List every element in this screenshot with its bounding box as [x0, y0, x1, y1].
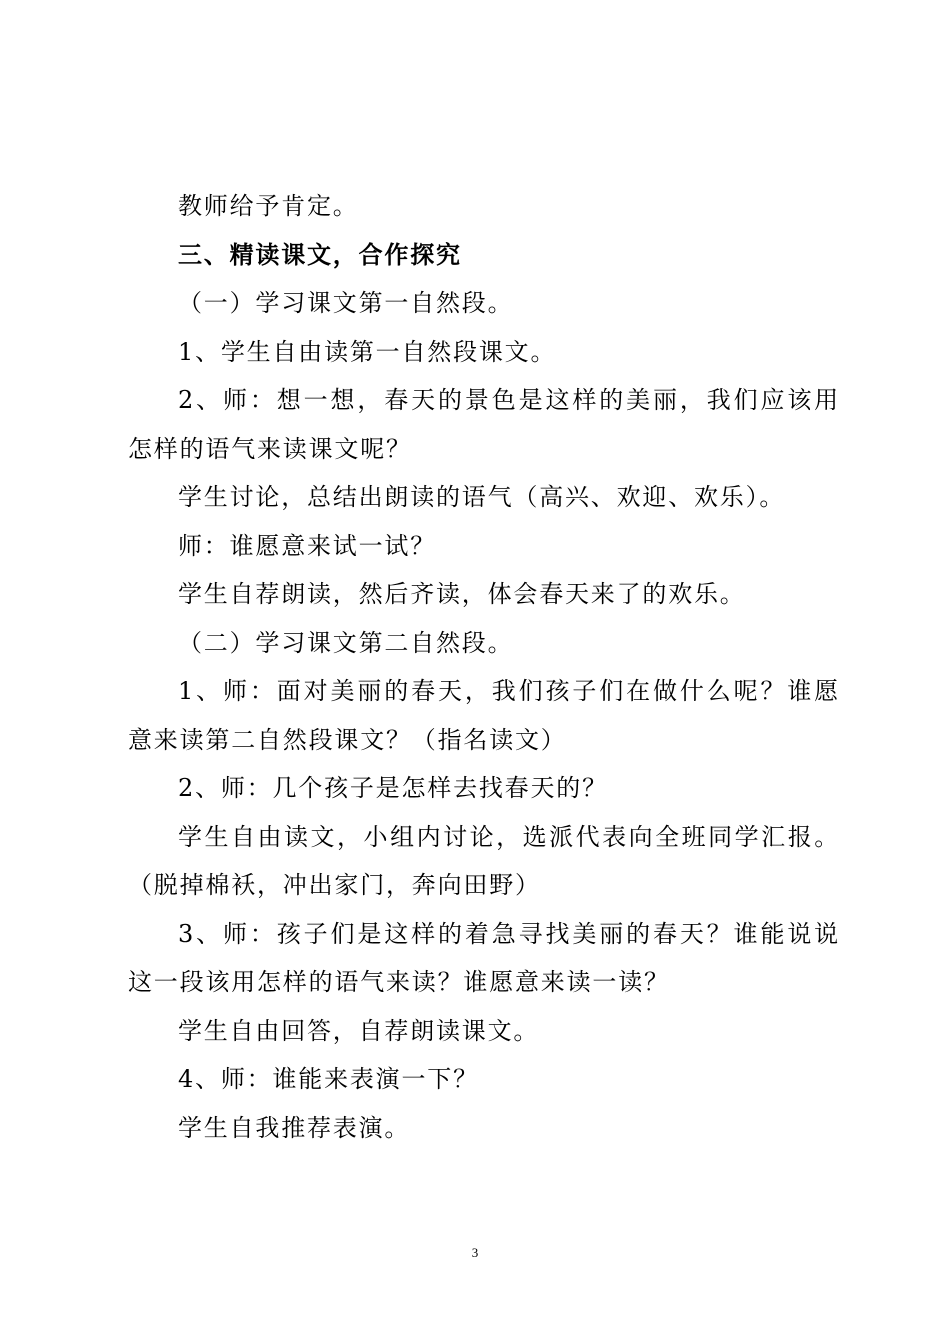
subsection-heading: （一）学习课文第一自然段。	[178, 289, 514, 317]
paragraph: 学生自荐朗读，然后齐读，体会春天来了的欢乐。	[178, 580, 746, 608]
paragraph: 学生自由读文，小组内讨论，选派代表向全班同学汇报。（脱掉棉袄，冲出家门，奔向田野）	[128, 822, 840, 899]
subsection-heading: （二）学习课文第二自然段。	[178, 628, 514, 657]
paragraph: 师：谁愿意来试一试？	[178, 531, 436, 560]
paragraph: 学生自我推荐表演。	[178, 1113, 411, 1142]
paragraph: 4、师：谁能来表演一下？	[178, 1065, 479, 1093]
document-body	[128, 182, 840, 1152]
paragraph: 教师给予肯定。	[178, 192, 359, 220]
section-heading: 三、精读课文，合作探究	[178, 240, 462, 269]
paragraph: 学生讨论，总结出朗读的语气（高兴、欢迎、欢乐）。	[178, 483, 786, 511]
paragraph: 学生自由回答，自荐朗读课文。	[178, 1016, 540, 1045]
paragraph: 3、师：孩子们是这样的着急寻找美丽的春天？谁能说说这一段该用怎样的语气来读？谁愿意来读一读？	[128, 919, 840, 996]
paragraph: 1、师：面对美丽的春天，我们孩子们在做什么呢？谁愿意来读第二自然段课文？（指名读文）	[128, 677, 840, 754]
page-number: 3	[471, 1245, 479, 1260]
paragraph: 1、学生自由读第一自然段课文。	[178, 337, 557, 366]
paragraph: 2、师：想一想，春天的景色是这样的美丽，我们应该用怎样的语气来读课文呢？	[128, 386, 840, 463]
paragraph: 2、师：几个孩子是怎样去找春天的？	[178, 774, 608, 802]
